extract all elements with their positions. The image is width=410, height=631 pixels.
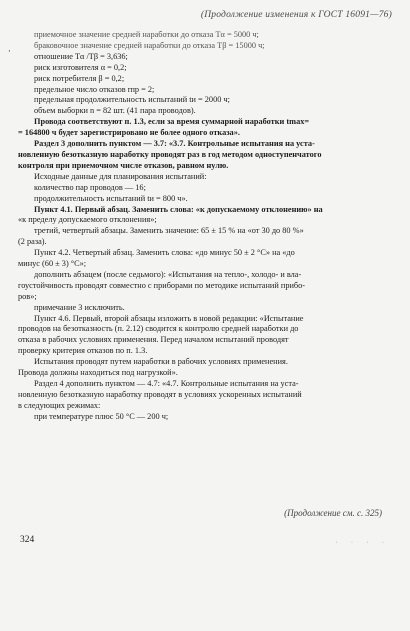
- text-line: ров»;: [18, 291, 37, 301]
- text-line: отношение Tα /Tβ = 3,636;: [34, 51, 128, 61]
- text-line: новленную безотказную наработку проводят в условиях ускоренных испытаний: [18, 389, 302, 399]
- text-line: браковочное значение средней наработки до отказа Tβ = 15000 ч;: [34, 40, 265, 50]
- text-line: Пункт 4.1. Первый абзац. Заменить слова: «к допускаемому отклонению» на: [34, 204, 323, 214]
- text-line: предельное число отказов rпр = 2;: [34, 84, 155, 94]
- text-line: третий, четвертый абзацы. Заменить значение: 65 ± 15 % на «от 30 до 80 %»: [34, 226, 304, 236]
- text-line: Раздел 4 дополнить пунктом — 4.7: «4.7. Контрольные испытания на уста-: [34, 379, 299, 388]
- text-line: риск потребителя β = 0,2;: [34, 73, 125, 83]
- running-header: (Продолжение изменения к ГОСТ 16091—76): [200, 10, 392, 20]
- text-line: (2 раза).: [18, 237, 47, 247]
- text-line: при температуре плюс 50 °С — 200 ч;: [34, 411, 169, 421]
- text-line: продолжительность испытаний tи = 800 ч».: [34, 193, 188, 203]
- text-line: риск изготовителя α = 0,2;: [34, 62, 127, 72]
- text-line: Раздел 3 дополнить пунктом — 3.7: «3.7. Контрольные испытания на уста-: [34, 139, 315, 149]
- text-line: Пункт 4.6. Первый, второй абзацы изложить в новой редакции: «Испытание: [34, 313, 304, 323]
- text-line: Пункт 4.2. Четвертый абзац. Заменить слова: «до минус 50 ± 2 °С» на «до: [34, 248, 295, 258]
- text-line: приемочное значение средней наработки до отказа Tα = 5000 ч;: [34, 30, 259, 39]
- text-line: гоустойчивость проводят совместно с приборами по методике испытаний прибо-: [18, 280, 306, 290]
- text-line: в следующих режимах:: [18, 400, 101, 410]
- text-line: Провода соответствуют п. 1.3, если за время суммарной наработки tmax=: [34, 117, 310, 127]
- text-line: Провода должны находиться под нагрузкой».: [18, 368, 178, 378]
- page-number: 324: [20, 535, 35, 545]
- text-line: объем выборки n = 82 шт. (41 пара проводов).: [34, 106, 196, 116]
- text-line: примечание 3 исключить.: [34, 302, 125, 312]
- text-line: = 164800 ч будет зарегистрировано не более одного отказа».: [18, 128, 240, 138]
- margin-mark: ‚: [8, 44, 11, 53]
- text-line: предельная продолжительность испытаний tи = 2000 ч;: [34, 95, 230, 105]
- text-line: количество пар проводов — 16;: [34, 182, 146, 192]
- text-line: отказа в рабочих условиях применения. Перед началом испытаний проводят: [18, 335, 289, 345]
- text-line: контроля при приемочном числе отказов, равном нулю.: [18, 160, 229, 170]
- text-line: Испытания проводят путем наработки в рабочих условиях применения.: [34, 357, 288, 367]
- text-line: минус (60 ± 3) °С»;: [18, 259, 87, 269]
- scan-specks: · · · ·: [335, 540, 390, 546]
- text-line: Исходные данные для планирования испытаний:: [34, 171, 207, 181]
- text-line: дополнить абзацем (после седьмого): «Испытания на тепло-, холодо- и вла-: [34, 269, 302, 279]
- text-line: «к пределу допускаемого отклонения»;: [18, 215, 157, 225]
- text-line: новленную безотказную наработку проводят раз в год методом одноступенчатого: [18, 149, 322, 159]
- body-text: [18, 30, 394, 423]
- text-line: проводов на безотказность (п. 2.12) сводится к контролю средней наработки до: [18, 324, 299, 334]
- text-line: проверку критерия отказов по п. 1.3.: [18, 346, 148, 356]
- continuation-note: (Продолжение см. с. 325): [284, 508, 382, 518]
